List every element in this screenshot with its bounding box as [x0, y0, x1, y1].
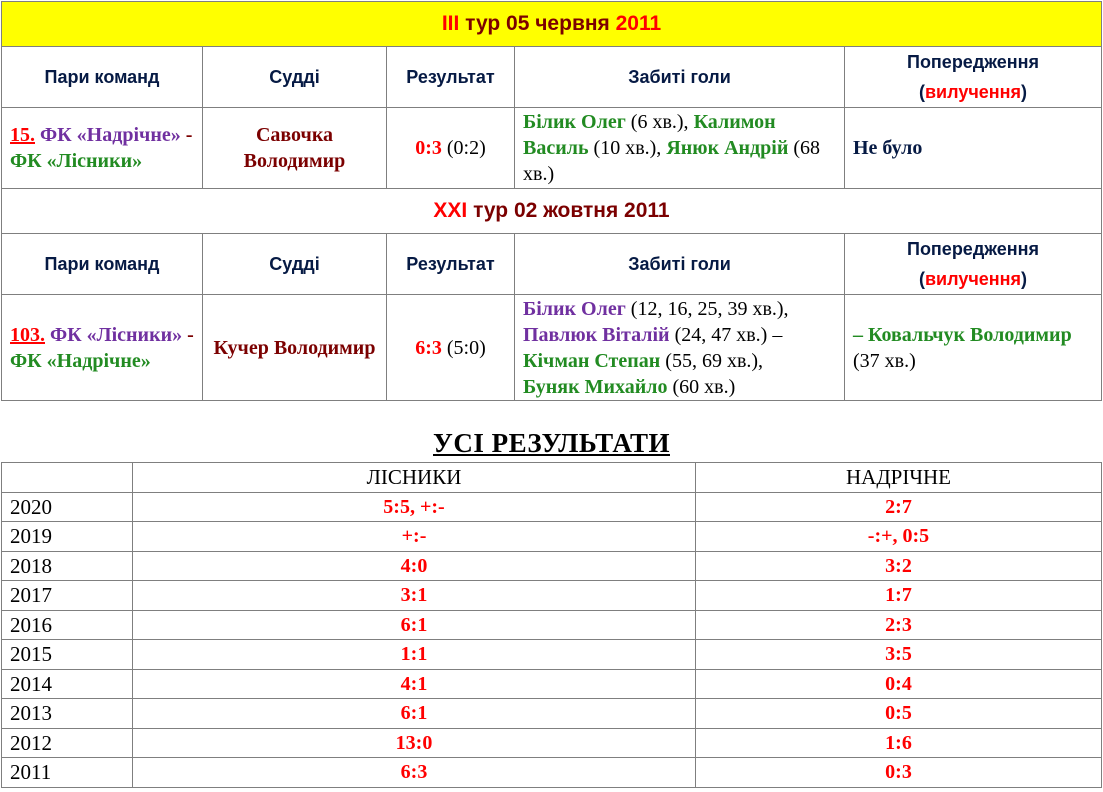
results-header-year: [2, 463, 133, 493]
match-warnings: [845, 295, 1102, 401]
header-warnings: [845, 47, 1102, 108]
result-lisnyky: 4:1: [133, 669, 696, 699]
halftime-score: (5:0): [441, 336, 486, 359]
table-row: [2, 699, 1102, 729]
warning-time: (37 хв.): [853, 349, 916, 372]
home-team: ФК «Лісники»: [45, 323, 183, 346]
scorer: Буняк Михайло: [523, 375, 668, 398]
away-team: ФК «Надрічне»: [10, 349, 151, 372]
away-team: ФК «Лісники»: [10, 150, 143, 172]
result-nadrichne: 3:5: [696, 640, 1102, 670]
result-nadrichne: 0:4: [696, 669, 1102, 699]
result-year: 2017: [2, 581, 133, 611]
halftime-score: (0:2): [441, 137, 486, 159]
result-nadrichne: 1:7: [696, 581, 1102, 611]
results-header-lisnyky: ЛІСНИКИ: [133, 463, 696, 493]
round-21-header: [2, 189, 1102, 234]
scorer-time: (55, 69 хв.),: [660, 349, 764, 372]
paren-open: (: [918, 82, 925, 102]
results-table: [1, 462, 1102, 788]
result-nadrichne: 1:6: [696, 728, 1102, 758]
expulsions-label: вилучення: [924, 269, 1022, 289]
result-nadrichne: 0:3: [696, 758, 1102, 788]
results-title: УСІ РЕЗУЛЬТАТИ: [433, 428, 670, 458]
header-referees: Судді: [203, 47, 387, 108]
match-goals: [515, 108, 845, 189]
column-headers-2: [2, 234, 1102, 295]
scorer: Кічман Степан: [523, 349, 661, 372]
round-21-title: [2, 189, 1102, 234]
result-lisnyky: 6:1: [133, 610, 696, 640]
round-roman: III: [441, 12, 460, 35]
table-row: [2, 610, 1102, 640]
match-referee: Савочка Володимир: [203, 108, 387, 189]
header-referees: Судді: [203, 234, 387, 295]
scorer-time: (12, 16, 25, 39 хв.),: [625, 297, 789, 320]
scorer: Янюк Андрій: [666, 137, 789, 159]
round-date: тур 05 червня: [459, 12, 616, 35]
scorer-time: (6 хв.),: [625, 111, 694, 133]
scorer: Калимон Василь: [523, 111, 776, 159]
header-pairs: Пари команд: [2, 234, 203, 295]
match-pair: [2, 108, 203, 189]
match-referee: Кучер Володимир: [203, 295, 387, 401]
header-result: Результат: [387, 47, 515, 108]
scorer-time: (24, 47 хв.) –: [669, 323, 783, 346]
result-lisnyky: +:-: [133, 522, 696, 552]
column-headers-1: [2, 47, 1102, 108]
warnings-label: Попередження: [907, 239, 1040, 259]
table-row: [2, 551, 1102, 581]
home-team: ФК «Надрічне»: [35, 124, 181, 146]
round-date: тур 02 жовтня 2011: [467, 199, 670, 222]
result-nadrichne: 0:5: [696, 699, 1102, 729]
header-warnings: [845, 234, 1102, 295]
match-number: 15.: [10, 124, 35, 146]
round-year: 2011: [615, 12, 662, 35]
round-roman: XXI: [433, 199, 468, 222]
result-year: 2015: [2, 640, 133, 670]
paren-close: ): [1021, 82, 1028, 102]
scorer: Білик Олег: [523, 111, 626, 133]
paren-close: ): [1021, 269, 1028, 289]
round-3-title: [2, 2, 1102, 47]
match-warnings: Не було: [845, 108, 1102, 189]
header-goals: Забиті голи: [515, 47, 845, 108]
paren-open: (: [918, 269, 925, 289]
match-row-15: [2, 108, 1102, 189]
table-row: [2, 669, 1102, 699]
result-nadrichne: -:+, 0:5: [696, 522, 1102, 552]
header-goals: Забиті голи: [515, 234, 845, 295]
result-year: 2012: [2, 728, 133, 758]
team-dash: -: [180, 124, 193, 146]
result-lisnyky: 6:1: [133, 699, 696, 729]
result-nadrichne: 3:2: [696, 551, 1102, 581]
results-header-nadrichne: НАДРІЧНЕ: [696, 463, 1102, 493]
warnings-label: Попередження: [907, 52, 1040, 72]
result-lisnyky: 5:5, +:-: [133, 492, 696, 522]
header-result: Результат: [387, 234, 515, 295]
result-year: 2013: [2, 699, 133, 729]
result-lisnyky: 3:1: [133, 581, 696, 611]
result-lisnyky: 4:0: [133, 551, 696, 581]
scorer-time: (10 хв.),: [588, 137, 667, 159]
matches-table: [1, 1, 1102, 401]
scorer-time: (68 хв.): [523, 137, 821, 185]
match-pair: [2, 295, 203, 401]
table-row: [2, 492, 1102, 522]
table-row: [2, 758, 1102, 788]
header-pairs: Пари команд: [2, 47, 203, 108]
final-score: 6:3: [415, 336, 442, 359]
team-dash: -: [182, 323, 194, 346]
result-year: 2020: [2, 492, 133, 522]
scorer: Павлюк Віталій: [523, 323, 670, 346]
result-lisnyky: 1:1: [133, 640, 696, 670]
round-3-header: [2, 2, 1102, 47]
expulsions-label: вилучення: [924, 82, 1022, 102]
result-year: 2014: [2, 669, 133, 699]
final-score: 0:3: [415, 137, 442, 159]
warning-dash: –: [853, 323, 868, 346]
result-nadrichne: 2:3: [696, 610, 1102, 640]
table-row: [2, 640, 1102, 670]
scorer: Білик Олег: [523, 297, 626, 320]
result-lisnyky: 6:3: [133, 758, 696, 788]
match-score: [387, 108, 515, 189]
result-year: 2018: [2, 551, 133, 581]
table-row: [2, 728, 1102, 758]
results-header-row: [2, 463, 1102, 493]
result-year: 2011: [2, 758, 133, 788]
match-score: [387, 295, 515, 401]
table-row: [2, 522, 1102, 552]
match-row-103: [2, 295, 1102, 401]
match-number: 103.: [10, 323, 45, 346]
match-goals: [515, 295, 845, 401]
scorer-time: (60 хв.): [667, 375, 736, 398]
warned-player: Ковальчук Володимир: [868, 323, 1072, 346]
result-year: 2016: [2, 610, 133, 640]
table-row: [2, 581, 1102, 611]
result-lisnyky: 13:0: [133, 728, 696, 758]
result-year: 2019: [2, 522, 133, 552]
result-nadrichne: 2:7: [696, 492, 1102, 522]
